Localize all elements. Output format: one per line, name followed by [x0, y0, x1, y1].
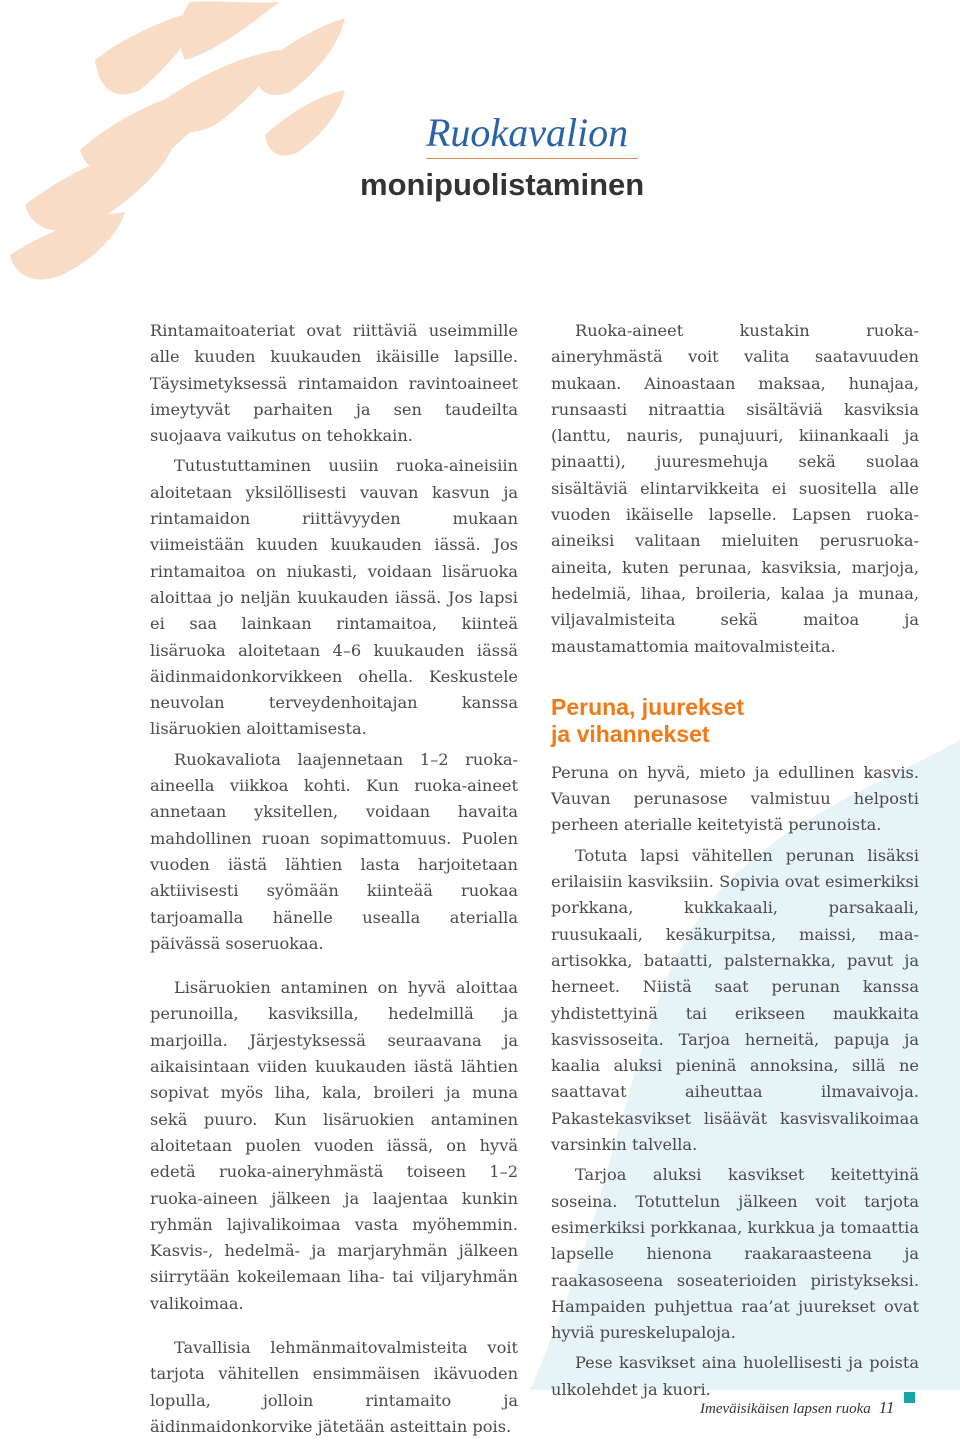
- left-column: [150, 318, 518, 1444]
- decorative-brush-strokes: [0, 0, 360, 300]
- section-heading-line-1: Peruna, juurekset: [551, 693, 745, 720]
- paragraph: Tarjoa aluksi kasvikset keitettyinä soseina. Totuttelun jälkeen voit tarjota esimerkiksi porkkanaa, kurkkua ja tomaattia lapselle hienona raakaraasteena ja raakasoseena soseaterioiden piristykseksi. Hampaiden puhjettua raa’at juurekset ovat hyviä pureskelupaloja.: [551, 1165, 919, 1343]
- paragraph: Tavallisia lehmänmaitovalmisteita voit tarjota vähitellen ensimmäisen ikävuoden lopulla, jolloin rintamaito ja äidinmaidonkorvike jätetään asteittain pois.: [150, 1337, 518, 1436]
- paragraph: Ruoka-aineet kustakin ruoka-aineryhmästä voit valita saatavuuden mukaan. Ainoastaan maksaa, hunajaa, runsaasti nitraattia sisältäviä kasviksia (lanttu, nauris, punajuuri, kiinankaali ja pinaatti), juuresmehuja sekä suolaa sisältäviä elintarvikkeita ei suositella alle vuoden ikäiselle lapselle. Lapsen ruoka-aineiksi valitaan mieluiten perusruoka-aineita, kuten perunaa, kasviksia, marjoja, hedelmiä, lihaa, broileria, kalaa ja munaa, viljavalmisteita sekä maitoa ja maustamattomia maitovalmisteita.: [551, 321, 919, 656]
- paragraph: Totuta lapsi vähitellen perunan lisäksi erilaisiin kasviksiin. Sopivia ovat esimerkiksi porkkana, kukkakaali, parsakaali, ruusukaali, kesäkurpitsa, maissi, maa-artisokka, bataatti, palsternakka, pavut ja herneet. Niistä saat perunan kanssa yhdistettyinä tai erikseen maukkaita kasvissoseita. Tarjoa herneitä, papuja ja kaalia aluksi pieninä annoksina, sillä ne saattavat aiheuttaa ilmavaivoja. Pakastekasvikset lisäävät kasvisvalikoimaa varsinkin talvella.: [551, 845, 919, 1155]
- page-footer: [700, 1398, 895, 1418]
- footer-title: Imeväisikäisen lapsen ruoka: [700, 1401, 871, 1417]
- page-title: [360, 110, 760, 203]
- paragraph: Ruokavaliota laajennetaan 1–2 ruoka-aineella viikkoa kohti. Kun ruoka-aineet annetaan yksitellen, voidaan havaita mahdollinen ruoan sopimattomuus. Puolen vuoden iästä lähtien lasta harjoitetaan aktiivisesti syömään kiinteää ruokaa tarjoamalla hänelle usealla aterialla päivässä soseruokaa.: [150, 749, 518, 953]
- section-heading: [551, 694, 919, 748]
- footer-marker: [904, 1392, 915, 1403]
- title-underline: [426, 158, 638, 159]
- paragraph: Tutustuttaminen uusiin ruoka-aineisiin aloitetaan yksilöllisesti vauvan kasvun ja rintamaidon riittävyyden mukaan viimeistään kuuden kuukauden iässä. Jos rintamaitoa on niukasti, voidaan lisäruoka aloittaa jo neljän kuukauden iässä. Jos lapsi ei saa lainkaan rintamaitoa, kiinteä lisäruoka aloitetaan 4–6 kuukauden iässä äidinmaidonkorvikkeen ohella. Keskustele neuvolan terveydenhoitajan kanssa lisäruokien aloittamisesta.: [150, 456, 518, 739]
- title-line-1: Ruokavalion: [426, 110, 629, 155]
- paragraph: Peruna on hyvä, mieto ja edullinen kasvis. Vauvan perunasose valmistuu helposti perheen aterialle keitetyistä perunoista.: [551, 762, 919, 835]
- paragraph: Rintamaitoateriat ovat riittäviä useimmille alle kuuden kuukauden ikäisille lapsille. Täysimetyksessä rintamaidon ravintoaineet imeytyvät parhaiten ja sen taudeilta suojaava vaikutus on tehokkain.: [150, 321, 518, 446]
- right-column: [551, 318, 919, 1407]
- page-number: 11: [878, 1398, 895, 1417]
- paragraph: Lisäruokien antaminen on hyvä aloittaa perunoilla, kasviksilla, hedelmillä ja marjoilla. Järjestyksessä seuraavana ja aikaisintaan viiden kuukauden iästä lähtien sopivat myös liha, kala, broileri ja muna sekä puuro. Kun lisäruokien antaminen aloitetaan puolen vuoden iässä, on hyvä edetä ruoka-aineryhmästä toiseen 1–2 ruoka-aineen jälkeen ja laajentaa kunkin ryhmän lajivalikoimaa vasta myöhemmin. Kasvis-, hedelmä- ja marjaryhmän jälkeen siirrytään kokeilemaan liha- tai viljaryhmän valikoimaa.: [150, 978, 518, 1313]
- paragraph: Pese kasvikset aina huolellisesti ja poista ulkolehdet ja kuori.: [551, 1353, 919, 1399]
- section-heading-line-2: ja vihannekset: [551, 720, 710, 747]
- title-line-2: monipuolistaminen: [360, 167, 645, 202]
